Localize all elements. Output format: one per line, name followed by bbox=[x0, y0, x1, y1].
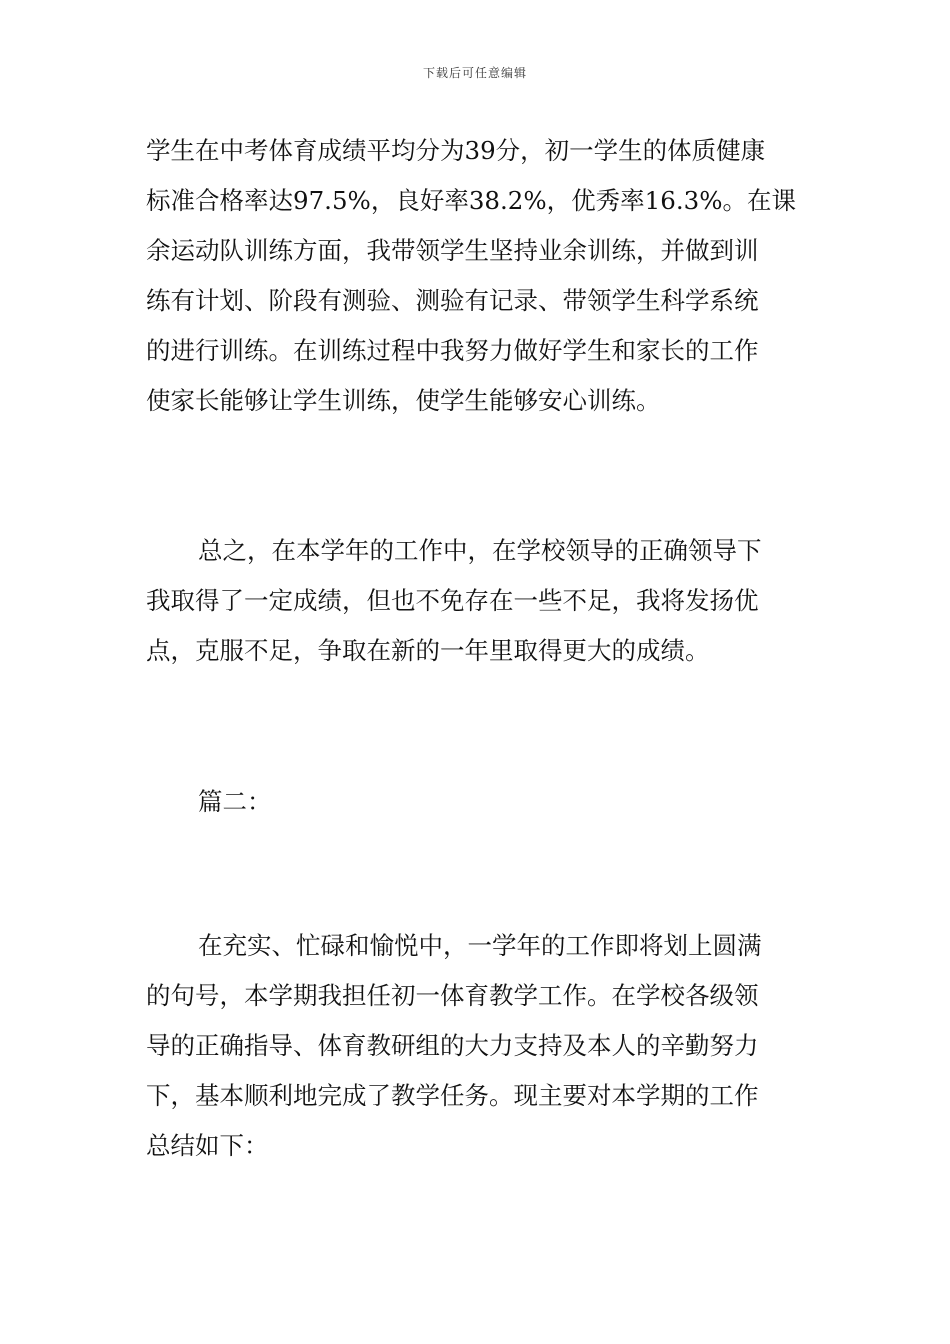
text-line: 下，基本顺利地完成了教学任务。现主要对本学期的工作 bbox=[146, 1081, 759, 1110]
text-line: 练有计划、阶段有测验、测验有记录、带领学生科学系统 bbox=[146, 286, 759, 315]
text-line: 我取得了一定成绩，但也不免存在一些不足，我将发扬优 bbox=[146, 586, 759, 615]
paragraph-3 bbox=[146, 921, 806, 1171]
text-line: 学生在中考体育成绩平均分为39分，初一学生的体质健康 bbox=[146, 136, 766, 165]
paragraph-2 bbox=[146, 526, 806, 676]
text-line: 在充实、忙碌和愉悦中，一学年的工作即将划上圆满 bbox=[198, 931, 762, 960]
text-line: 总之，在本学年的工作中，在学校领导的正确领导下 bbox=[198, 536, 762, 565]
text-line: 使家长能够让学生训练，使学生能够安心训练。 bbox=[146, 386, 661, 415]
text-line: 的句号，本学期我担任初一体育教学工作。在学校各级领 bbox=[146, 981, 759, 1010]
text-line: 余运动队训练方面，我带领学生坚持业余训练，并做到训 bbox=[146, 236, 759, 265]
text-line: 标准合格率达97.5%，良好率38.2%，优秀率16.3%。在课 bbox=[146, 186, 796, 215]
text-line: 导的正确指导、体育教研组的大力支持及本人的辛勤努力 bbox=[146, 1031, 759, 1060]
section-heading bbox=[146, 777, 806, 827]
paragraph-1 bbox=[146, 126, 806, 426]
section-heading-text: 篇二： bbox=[198, 787, 272, 816]
text-line: 总结如下： bbox=[146, 1131, 269, 1160]
page-header-note: 下载后可任意编辑 bbox=[422, 66, 527, 80]
text-line: 点，克服不足，争取在新的一年里取得更大的成绩。 bbox=[146, 636, 710, 665]
text-line: 的进行训练。在训练过程中我努力做好学生和家长的工作 bbox=[146, 336, 759, 365]
